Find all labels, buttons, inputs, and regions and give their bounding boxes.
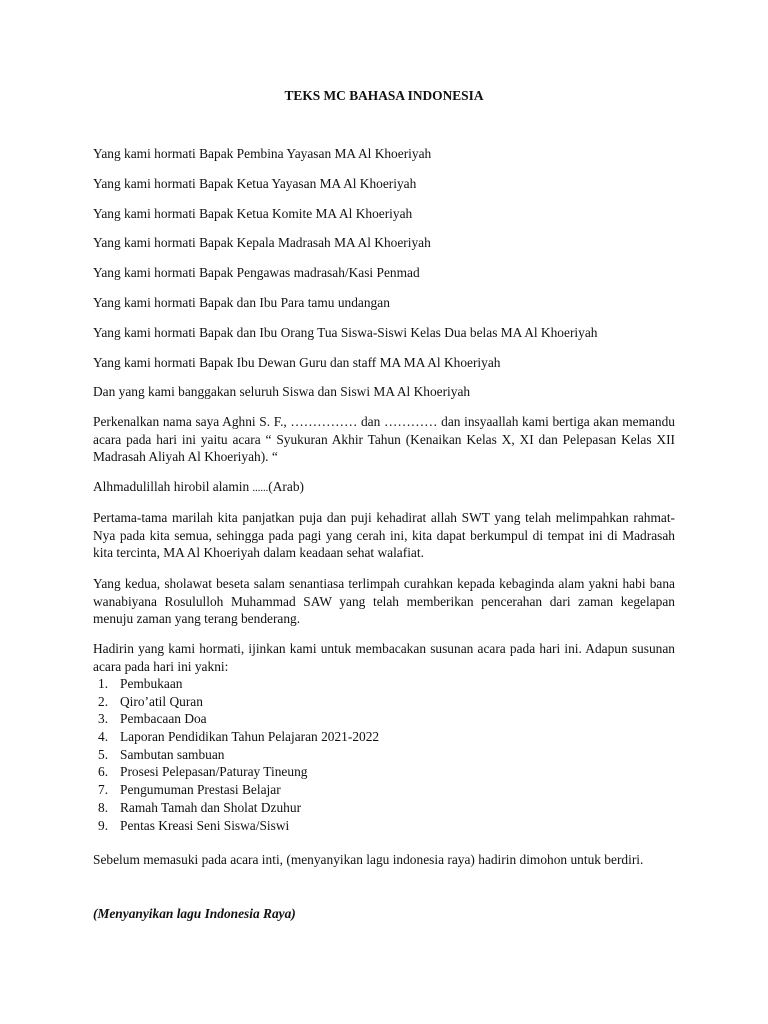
document-page — [93, 0, 675, 1024]
agenda-number: 3. — [98, 711, 109, 727]
anthem-instruction: (Menyanyikan lagu Indonesia Raya) — [93, 906, 296, 921]
intro-paragraph: Perkenalkan nama saya Aghni S. F., …………… dan ………… dan insyaallah kami bertiga akan memandu acara pada hari ini yaitu acara “ Syukuran Akhir Tahun (Kenaikan Kelas X, XI dan Pelepasan Kelas XII Madrasah Aliyah Al Khoeriyah). “ — [93, 414, 675, 464]
greeting-line: Yang kami hormati Bapak Ibu Dewan Guru dan staff MA MA Al Khoeriyah — [93, 354, 501, 370]
greeting-line: Yang kami hormati Bapak Ketua Komite MA Al Khoeriyah — [93, 205, 413, 221]
agenda-item — [93, 763, 675, 781]
agenda-list — [93, 675, 675, 834]
agenda-text: Pentas Kreasi Seni Siswa/Siswi — [120, 817, 290, 833]
agenda-intro-paragraph: Hadirin yang kami hormati, ijinkan kami untuk membacakan susunan acara pada hari ini. Adapun susunan acara pada hari ini yakni: — [93, 641, 675, 674]
agenda-item — [93, 710, 675, 728]
agenda-number: 7. — [98, 782, 109, 798]
agenda-text: Ramah Tamah dan Sholat Dzuhur — [120, 799, 302, 815]
agenda-item — [93, 728, 675, 746]
greeting-line: Yang kami hormati Bapak Kepala Madrasah MA Al Khoeriyah — [93, 235, 431, 251]
agenda-number: 5. — [98, 746, 109, 762]
agenda-item — [93, 781, 675, 799]
agenda-text: Sambutan sambuan — [120, 746, 225, 762]
agenda-number: 2. — [98, 693, 109, 709]
greeting-line: Yang kami hormati Bapak Pembina Yayasan MA Al Khoeriyah — [93, 146, 432, 161]
alhamdulillah-dots: ...... — [252, 483, 269, 494]
agenda-text: Pengumuman Prestasi Belajar — [120, 782, 281, 798]
agenda-number: 1. — [98, 676, 109, 691]
greeting-line: Yang kami hormati Bapak dan Ibu Para tamu undangan — [93, 294, 390, 310]
agenda-item — [93, 746, 675, 764]
agenda-text: Qiro’atil Quran — [120, 693, 203, 709]
agenda-number: 8. — [98, 799, 109, 815]
greeting-line: Yang kami hormati Bapak Pengawas madrasah/Kasi Penmad — [93, 265, 420, 281]
greeting-line: Yang kami hormati Bapak Ketua Yayasan MA Al Khoeriyah — [93, 175, 417, 191]
greetings-list — [93, 145, 675, 413]
first-paragraph: Pertama-tama marilah kita panjatkan puja dan puji kehadirat allah SWT yang telah melimpahkan rahmat-Nya pada kita semua, sehingga pada pagi yang cerah ini, kita dapat berkumpul di tempat ini di Madrasah kita tercinta, MA Al Khoeriyah dalam keadaan sehat walafiat. — [93, 510, 675, 560]
agenda-number: 9. — [98, 817, 109, 833]
alhamdulillah-text: Alhmadulillah hirobil alamin — [93, 479, 253, 494]
document-title: TEKS MC BAHASA INDONESIA — [284, 88, 484, 103]
alhamdulillah-tail: (Arab) — [268, 479, 304, 494]
greeting-line: Dan yang kami banggakan seluruh Siswa dan Siswi MA Al Khoeriyah — [93, 384, 471, 400]
agenda-text: Prosesi Pelepasan/Paturay Tineung — [120, 764, 308, 780]
agenda-text: Pembukaan — [120, 676, 183, 691]
closing-paragraph: Sebelum memasuki pada acara inti, (menyanyikan lagu indonesia raya) hadirin dimohon untuk berdiri. — [93, 852, 644, 867]
agenda-item — [93, 675, 675, 693]
greeting-line: Yang kami hormati Bapak dan Ibu Orang Tua Siswa-Siswi Kelas Dua belas MA Al Khoeriyah — [93, 324, 598, 340]
second-paragraph: Yang kedua, sholawat beseta salam senantiasa terlimpah curahkan kepada kebaginda alam yakni habi bana wanabiyana Rosululloh Muhammad SAW yang telah memberikan pencerahan dari zaman kegelapan menuju zaman yang terang benderang. — [93, 576, 675, 626]
agenda-item — [93, 799, 675, 817]
agenda-item — [93, 817, 675, 835]
alhamdulillah-paragraph — [93, 478, 675, 498]
agenda-item — [93, 693, 675, 711]
agenda-text: Laporan Pendidikan Tahun Pelajaran 2021-2022 — [120, 729, 380, 745]
agenda-number: 4. — [98, 729, 109, 745]
agenda-number: 6. — [98, 764, 109, 780]
agenda-text: Pembacaan Doa — [120, 711, 207, 727]
